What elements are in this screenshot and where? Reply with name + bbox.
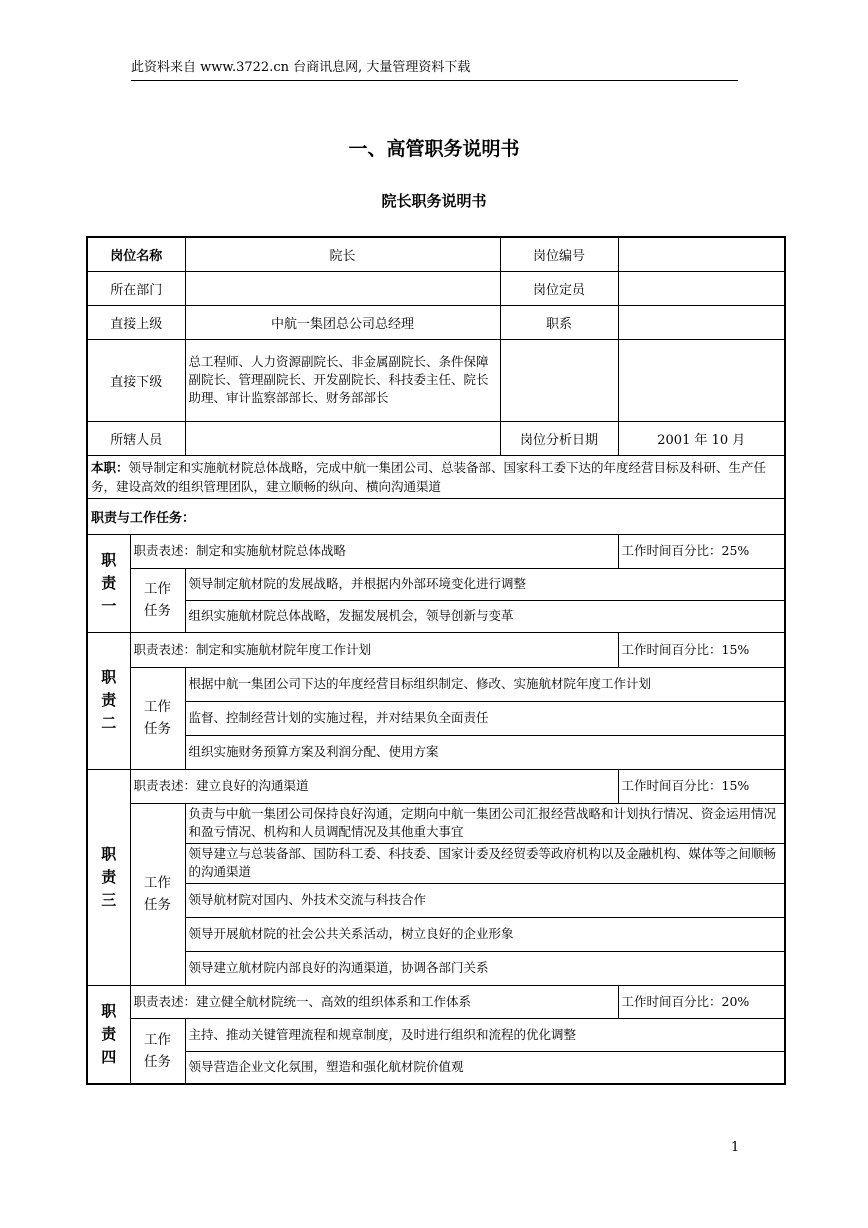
task-item: 领导建立航材院内部良好的沟通渠道，协调各部门关系 [185,951,785,985]
document-title: 一、高管职务说明书 [348,138,520,160]
superior-label: 直接上级 [87,305,185,339]
work-task-label: 工作 任务 [130,803,185,985]
dept-value [185,271,500,305]
task-item: 负责与中航一集团公司保持良好沟通，定期向中航一集团公司汇报经营战略和计划执行情况、资金运用情况和盈亏情况、机构和人员调配情况及其他重大事宜 [185,803,785,843]
post-no-value [618,237,785,271]
task-item: 领导开展航材院的社会公共关系活动，树立良好的企业形象 [185,917,785,951]
task-item: 主持、推动关键管理流程和规章制度，及时进行组织和流程的优化调整 [185,1018,785,1051]
duties-header: 职责与工作任务： [87,498,785,534]
staff-label: 所辖人员 [87,421,185,455]
page-number: 1 [731,1140,740,1155]
subordinate-empty-cell-2 [618,339,785,421]
task-item: 根据中航一集团公司下达的年度经营目标组织制定、修改、实施航材院年度工作计划 [185,667,785,701]
duty-label: 职 责 一 [87,534,130,632]
summary-text: 领导制定和实施航材院总体战略，完成中航一集团公司、总装备部、国家科工委下达的年度经营目标及科研、生产任务，建设高效的组织管理团队，建立顺畅的纵向、横向沟通渠道 [91,459,767,494]
duty-description: 职责表述：制定和实施航材院总体战略 [130,534,618,568]
task-item: 监督、控制经营计划的实施过程，并对结果负全面责任 [185,701,785,735]
page-header: 此资料来自 www.3722.cn 台商讯息网, 大量管理资料下载 [131,60,471,75]
duty-description: 职责表述：建立良好的沟通渠道 [130,769,618,803]
task-item: 领导营造企业文化氛围，塑造和强化航材院价值观 [185,1051,785,1084]
quota-label: 岗位定员 [500,271,618,305]
duty-label: 职 责 二 [87,632,130,769]
task-item: 组织实施航材院总体战略，发掘发展机会，领导创新与变革 [185,600,785,632]
dept-label: 所在部门 [87,271,185,305]
duty-label: 职 责 四 [87,985,130,1084]
duty-label: 职 责 三 [87,769,130,985]
post-no-label: 岗位编号 [500,237,618,271]
staff-value [185,421,500,455]
analysis-date-label: 岗位分析日期 [500,421,618,455]
superior-value: 中航一集团总公司总经理 [185,305,500,339]
duty-time-percentage: 工作时间百分比：20% [618,985,785,1018]
post-name-value: 院长 [185,237,500,271]
task-item: 领导建立与总装备部、国防科工委、科技委、国家计委及经贸委等政府机构以及金融机构、媒体等之间顺畅的沟通渠道 [185,843,785,883]
summary-cell [87,455,785,498]
work-task-label: 工作 任务 [130,667,185,769]
subordinate-empty-cell [500,339,618,421]
subordinate-label: 直接下级 [87,339,185,421]
series-label: 职系 [500,305,618,339]
header-rule [131,80,738,81]
subordinate-value: 总工程师、人力资源副院长、非金属副院长、条件保障副院长、管理副院长、开发副院长、科技委主任、院长助理、审计监察部部长、财务部部长 [185,339,500,421]
post-name-label: 岗位名称 [87,237,185,271]
document-subtitle: 院长职务说明书 [381,192,487,210]
duty-time-percentage: 工作时间百分比：15% [618,632,785,667]
work-task-label: 工作 任务 [130,568,185,632]
analysis-date-value: 2001 年 10 月 [618,421,785,455]
duty-description: 职责表述：建立健全航材院统一、高效的组织体系和工作体系 [130,985,618,1018]
duty-time-percentage: 工作时间百分比：15% [618,769,785,803]
quota-value [618,271,785,305]
series-value [618,305,785,339]
task-item: 领导航材院对国内、外技术交流与科技合作 [185,883,785,917]
job-description-table [86,236,786,1085]
duty-description: 职责表述：制定和实施航材院年度工作计划 [130,632,618,667]
task-item: 领导制定航材院的发展战略，并根据内外部环境变化进行调整 [185,568,785,600]
work-task-label: 工作 任务 [130,1018,185,1084]
duty-time-percentage: 工作时间百分比：25% [618,534,785,568]
task-item: 组织实施财务预算方案及利润分配、使用方案 [185,735,785,769]
summary-label: 本职： [91,459,129,475]
